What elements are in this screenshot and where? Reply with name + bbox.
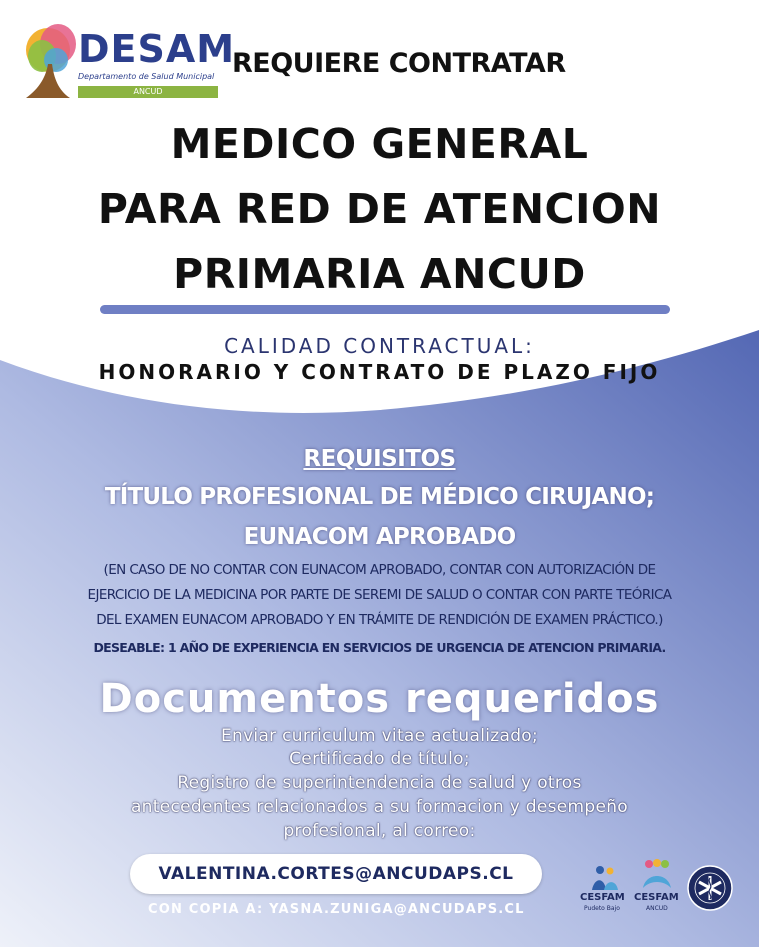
calidad-label: CALIDAD CONTRACTUAL: [224,334,535,358]
documento-line-2: Certificado de título; [289,749,470,769]
documento-line-5: profesional, al correo: [283,821,476,841]
documento-line-3: Registro de superintendencia de salud y otros [177,773,582,793]
family-icon [590,864,620,892]
cesfam1-sub: Pudeto Bajo [584,905,620,912]
requisito-deseable: DESEABLE: 1 AÑO DE EXPERIENCIA EN SERVICIOS DE URGENCIA DE ATENCION PRIMARIA. [93,640,666,655]
requisitos-heading: REQUISITOS [303,446,456,472]
people-icon [640,858,674,890]
logo-city-bar: ANCUD [78,86,218,98]
documento-line-1: Enviar curriculum vitae actualizado; [220,726,539,746]
cesfam2-sub: ANCUD [646,905,668,912]
copia-email: CON COPIA A: YASNA.ZUNIGA@ANCUDAPS.CL [148,902,525,917]
logo-subtitle: Departamento de Salud Municipal [78,72,215,81]
cesfam-pudeto-logo [580,864,630,916]
title-line-3: PRIMARIA ANCUD [173,250,586,298]
requisito-note-2: EJERCICIO DE LA MEDICINA POR PARTE DE SEREMI DE SALUD O CONTAR CON PARTE TEÓRICA [87,587,672,603]
cesfam-ancud-logo [632,858,682,916]
email-link[interactable]: VALENTINA.CORTES@ANCUDAPS.CL [130,854,542,894]
title-line-2: PARA RED DE ATENCION [97,185,662,233]
desam-logo [18,14,236,104]
requisito-note-3: DEL EXAMEN EUNACOM APROBADO Y EN TRÁMITE DE RENDICIÓN DE EXAMEN PRÁCTICO.) [96,612,663,628]
documento-line-4: antecedentes relacionados a su formacion y desempeño [130,797,629,817]
requisito-titulo: TÍTULO PROFESIONAL DE MÉDICO CIRUJANO; [104,484,655,510]
title-line-1: MEDICO GENERAL [170,120,589,168]
cesfam2-name: CESFAM [634,892,679,903]
medical-emblem-icon [686,864,734,912]
requisito-note-1: (EN CASO DE NO CONTAR CON EUNACOM APROBADO, CONTAR CON AUTORIZACIÓN DE [103,562,656,578]
cesfam1-name: CESFAM [580,892,625,903]
title-divider [100,305,670,314]
logo-wordmark: DESAM [78,27,236,71]
documentos-heading: Documentos requeridos [99,676,660,722]
calidad-value: HONORARIO Y CONTRATO DE PLAZO FIJO [98,360,661,384]
requisito-eunacom: EUNACOM APROBADO [243,524,516,550]
requiere-heading: REQUIERE CONTRATAR [232,48,566,79]
